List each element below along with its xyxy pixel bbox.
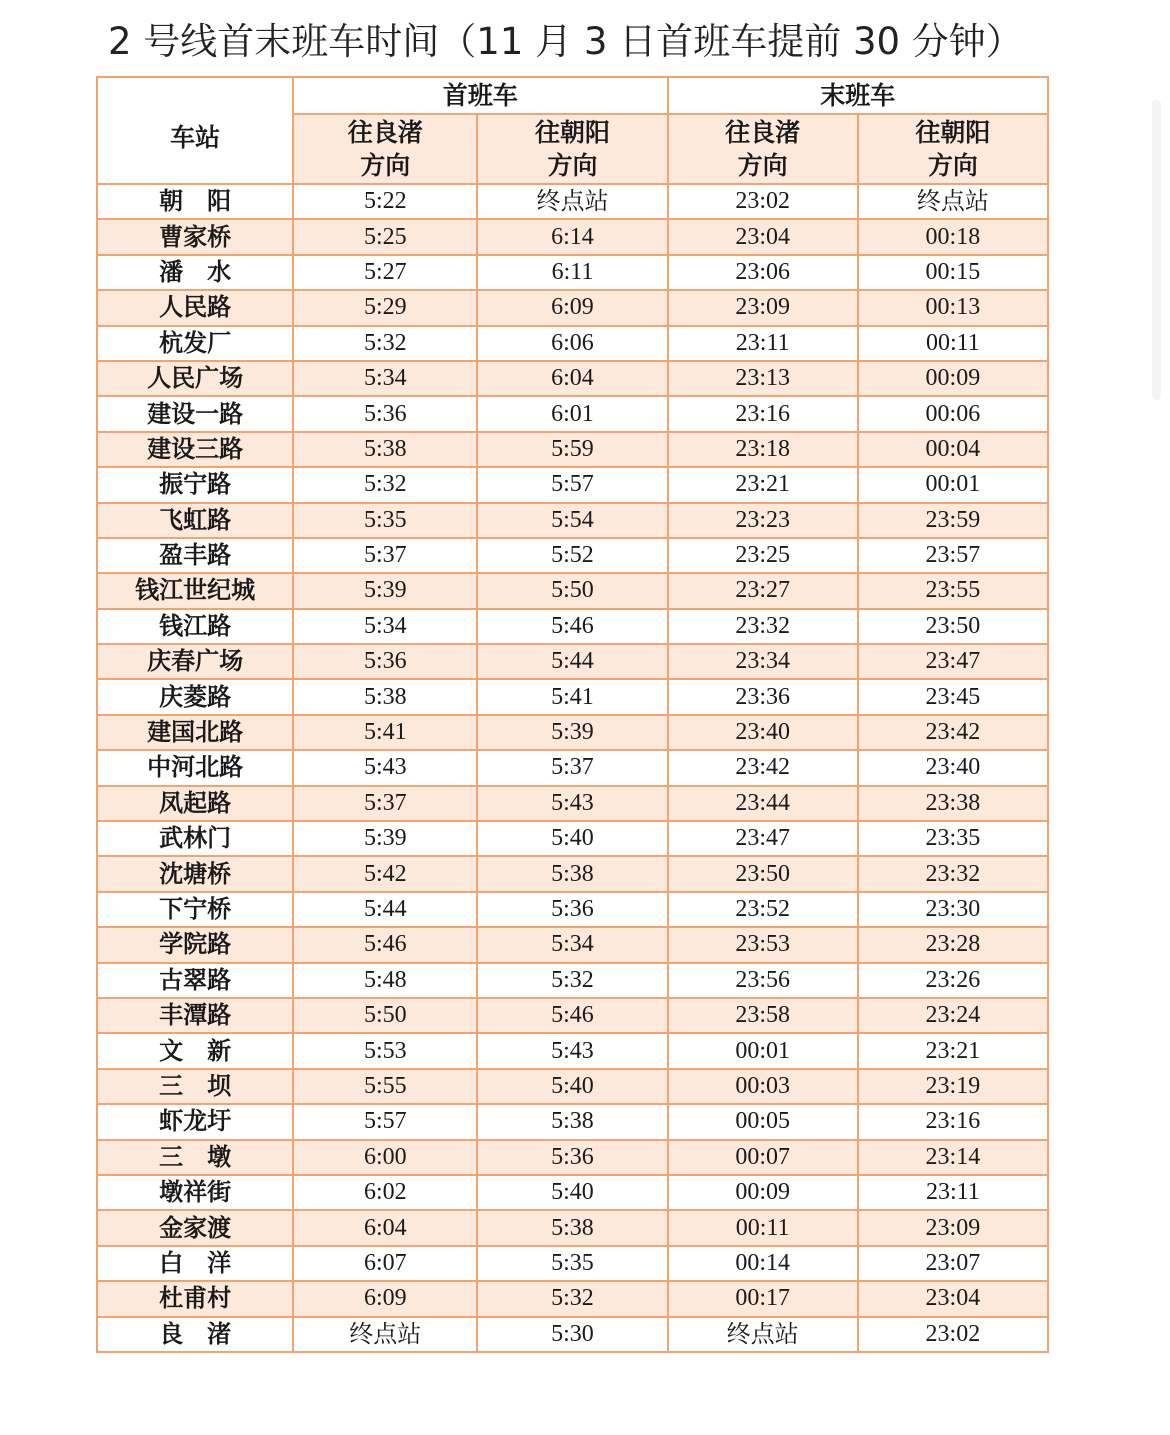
table-row bbox=[97, 927, 1048, 962]
first-train-liangzhu-time: 5:41 bbox=[293, 715, 477, 750]
first-train-liangzhu-time: 5:34 bbox=[293, 609, 477, 644]
last-train-header: 末班车 bbox=[668, 77, 1048, 114]
last-train-liangzhu-time: 23:32 bbox=[668, 609, 858, 644]
last-train-chaoyang-time: 00:01 bbox=[858, 467, 1048, 502]
table-row bbox=[97, 963, 1048, 998]
last-train-liangzhu-time: 23:52 bbox=[668, 892, 858, 927]
last-train-liangzhu-time: 23:53 bbox=[668, 927, 858, 962]
last-train-liangzhu-time: 00:03 bbox=[668, 1069, 858, 1104]
station-name-cell: 武林门 bbox=[97, 821, 293, 856]
table-row bbox=[97, 786, 1048, 821]
table-row bbox=[97, 1104, 1048, 1139]
station-name-cell: 振宁路 bbox=[97, 467, 293, 502]
last-train-chaoyang-time: 23:02 bbox=[858, 1317, 1048, 1352]
last-train-liangzhu-time: 23:06 bbox=[668, 255, 858, 290]
station-name-cell: 飞虹路 bbox=[97, 503, 293, 538]
last-train-liangzhu-time: 23:21 bbox=[668, 467, 858, 502]
station-name-cell: 虾龙圩 bbox=[97, 1104, 293, 1139]
last-train-liangzhu-time: 23:50 bbox=[668, 856, 858, 891]
table-row bbox=[97, 361, 1048, 396]
last-train-chaoyang-time: 23:42 bbox=[858, 715, 1048, 750]
station-name-cell: 沈塘桥 bbox=[97, 856, 293, 891]
last-train-liangzhu-time: 23:16 bbox=[668, 396, 858, 431]
first-train-chaoyang-time: 5:38 bbox=[477, 1210, 667, 1245]
last-train-chaoyang-time: 23:19 bbox=[858, 1069, 1048, 1104]
last-train-liangzhu-time: 00:05 bbox=[668, 1104, 858, 1139]
first-train-liangzhu-time: 5:46 bbox=[293, 927, 477, 962]
table-row bbox=[97, 1246, 1048, 1281]
last-train-liangzhu-time: 23:44 bbox=[668, 786, 858, 821]
last-train-liangzhu-time: 23:40 bbox=[668, 715, 858, 750]
last-train-chaoyang-time: 23:21 bbox=[858, 1033, 1048, 1068]
last-train-chaoyang-time: 23:32 bbox=[858, 856, 1048, 891]
last-train-chaoyang-time: 23:11 bbox=[858, 1175, 1048, 1210]
station-name-cell: 曹家桥 bbox=[97, 219, 293, 254]
table-row bbox=[97, 1281, 1048, 1316]
first-train-liangzhu-time: 5:53 bbox=[293, 1033, 477, 1068]
first-train-liangzhu-time: 5:36 bbox=[293, 396, 477, 431]
first-train-chaoyang-time: 6:01 bbox=[477, 396, 667, 431]
first-train-chaoyang-time: 5:46 bbox=[477, 609, 667, 644]
last-train-chaoyang-time: 23:30 bbox=[858, 892, 1048, 927]
station-name-cell: 人民路 bbox=[97, 290, 293, 325]
last-train-liangzhu-time: 23:42 bbox=[668, 750, 858, 785]
table-row bbox=[97, 326, 1048, 361]
first-train-liangzhu-time: 终点站 bbox=[293, 1317, 477, 1352]
station-name-cell: 三 坝 bbox=[97, 1069, 293, 1104]
last-train-chaoyang-time: 23:50 bbox=[858, 609, 1048, 644]
first-train-chaoyang-time: 5:43 bbox=[477, 1033, 667, 1068]
first-train-chaoyang-time: 5:36 bbox=[477, 892, 667, 927]
last-train-chaoyang-time: 00:09 bbox=[858, 361, 1048, 396]
last-train-chaoyang-time: 23:14 bbox=[858, 1140, 1048, 1175]
last-train-chaoyang-time: 23:38 bbox=[858, 786, 1048, 821]
table-row bbox=[97, 856, 1048, 891]
table-row bbox=[97, 715, 1048, 750]
table-row bbox=[97, 644, 1048, 679]
table-row bbox=[97, 538, 1048, 573]
table-row bbox=[97, 1033, 1048, 1068]
table-row bbox=[97, 290, 1048, 325]
last-train-liangzhu-time: 23:25 bbox=[668, 538, 858, 573]
first-train-liangzhu-time: 6:09 bbox=[293, 1281, 477, 1316]
first-train-chaoyang-time: 5:40 bbox=[477, 1175, 667, 1210]
last-train-liangzhu-time: 23:56 bbox=[668, 963, 858, 998]
first-train-liangzhu-time: 5:57 bbox=[293, 1104, 477, 1139]
last-train-chaoyang-time: 23:59 bbox=[858, 503, 1048, 538]
table-row bbox=[97, 1210, 1048, 1245]
last-train-chaoyang-time: 23:40 bbox=[858, 750, 1048, 785]
first-train-chaoyang-time: 5:35 bbox=[477, 1246, 667, 1281]
first-train-liangzhu-time: 5:39 bbox=[293, 821, 477, 856]
table-row bbox=[97, 750, 1048, 785]
table-row bbox=[97, 892, 1048, 927]
station-name-cell: 钱江路 bbox=[97, 609, 293, 644]
last-train-liangzhu-time: 00:09 bbox=[668, 1175, 858, 1210]
first-train-liangzhu-time: 5:37 bbox=[293, 786, 477, 821]
last-train-liangzhu-time: 23:34 bbox=[668, 644, 858, 679]
first-train-liangzhu-time: 5:39 bbox=[293, 573, 477, 608]
first-train-chaoyang-time: 5:59 bbox=[477, 432, 667, 467]
table-row bbox=[97, 503, 1048, 538]
last-train-chaoyang-time: 00:04 bbox=[858, 432, 1048, 467]
first-train-chaoyang-time: 5:32 bbox=[477, 963, 667, 998]
last-train-to-chaoyang-header: 往朝阳 方向 bbox=[858, 114, 1048, 184]
first-train-liangzhu-time: 5:27 bbox=[293, 255, 477, 290]
station-name-cell: 凤起路 bbox=[97, 786, 293, 821]
first-train-liangzhu-time: 5:36 bbox=[293, 644, 477, 679]
first-train-chaoyang-time: 5:54 bbox=[477, 503, 667, 538]
first-train-liangzhu-time: 5:37 bbox=[293, 538, 477, 573]
station-name-cell: 朝 阳 bbox=[97, 184, 293, 219]
first-train-liangzhu-time: 5:35 bbox=[293, 503, 477, 538]
last-train-chaoyang-time: 23:04 bbox=[858, 1281, 1048, 1316]
table-row bbox=[97, 1069, 1048, 1104]
first-train-liangzhu-time: 6:07 bbox=[293, 1246, 477, 1281]
station-name-cell: 庆菱路 bbox=[97, 679, 293, 714]
station-name-cell: 文 新 bbox=[97, 1033, 293, 1068]
last-train-liangzhu-time: 23:04 bbox=[668, 219, 858, 254]
station-name-cell: 人民广场 bbox=[97, 361, 293, 396]
last-train-chaoyang-time: 23:57 bbox=[858, 538, 1048, 573]
last-train-chaoyang-time: 23:16 bbox=[858, 1104, 1048, 1139]
first-train-liangzhu-time: 5:22 bbox=[293, 184, 477, 219]
station-name-cell: 古翠路 bbox=[97, 963, 293, 998]
first-train-liangzhu-time: 6:02 bbox=[293, 1175, 477, 1210]
station-name-cell: 金家渡 bbox=[97, 1210, 293, 1245]
first-train-chaoyang-time: 6:11 bbox=[477, 255, 667, 290]
last-train-liangzhu-time: 00:01 bbox=[668, 1033, 858, 1068]
table-row bbox=[97, 573, 1048, 608]
table-row bbox=[97, 1140, 1048, 1175]
station-name-cell: 三 墩 bbox=[97, 1140, 293, 1175]
first-train-chaoyang-time: 5:40 bbox=[477, 1069, 667, 1104]
table-row bbox=[97, 821, 1048, 856]
last-train-liangzhu-time: 23:58 bbox=[668, 998, 858, 1033]
first-train-liangzhu-time: 5:29 bbox=[293, 290, 477, 325]
station-name-cell: 庆春广场 bbox=[97, 644, 293, 679]
first-train-liangzhu-time: 5:38 bbox=[293, 679, 477, 714]
last-train-chaoyang-time: 00:11 bbox=[858, 326, 1048, 361]
last-train-liangzhu-time: 23:27 bbox=[668, 573, 858, 608]
last-train-chaoyang-time: 00:13 bbox=[858, 290, 1048, 325]
last-train-chaoyang-time: 23:55 bbox=[858, 573, 1048, 608]
last-train-liangzhu-time: 23:23 bbox=[668, 503, 858, 538]
last-train-liangzhu-time: 23:02 bbox=[668, 184, 858, 219]
first-train-liangzhu-time: 6:04 bbox=[293, 1210, 477, 1245]
first-train-chaoyang-time: 5:40 bbox=[477, 821, 667, 856]
first-train-chaoyang-time: 6:04 bbox=[477, 361, 667, 396]
station-name-cell: 盈丰路 bbox=[97, 538, 293, 573]
last-train-chaoyang-time: 00:15 bbox=[858, 255, 1048, 290]
last-train-liangzhu-time: 23:13 bbox=[668, 361, 858, 396]
last-train-chaoyang-time: 00:18 bbox=[858, 219, 1048, 254]
first-train-chaoyang-time: 5:36 bbox=[477, 1140, 667, 1175]
first-train-liangzhu-time: 5:32 bbox=[293, 326, 477, 361]
first-train-liangzhu-time: 5:25 bbox=[293, 219, 477, 254]
first-train-chaoyang-time: 终点站 bbox=[477, 184, 667, 219]
last-train-chaoyang-time: 23:28 bbox=[858, 927, 1048, 962]
first-train-liangzhu-time: 6:00 bbox=[293, 1140, 477, 1175]
last-train-liangzhu-time: 终点站 bbox=[668, 1317, 858, 1352]
last-train-liangzhu-time: 00:14 bbox=[668, 1246, 858, 1281]
last-train-liangzhu-time: 23:09 bbox=[668, 290, 858, 325]
station-name-cell: 钱江世纪城 bbox=[97, 573, 293, 608]
table-row bbox=[97, 1175, 1048, 1210]
last-train-chaoyang-time: 终点站 bbox=[858, 184, 1048, 219]
station-name-cell: 下宁桥 bbox=[97, 892, 293, 927]
schedule-body bbox=[97, 184, 1048, 1352]
first-train-chaoyang-time: 5:50 bbox=[477, 573, 667, 608]
station-name-cell: 杜甫村 bbox=[97, 1281, 293, 1316]
last-train-chaoyang-time: 23:47 bbox=[858, 644, 1048, 679]
first-train-chaoyang-time: 5:57 bbox=[477, 467, 667, 502]
first-train-chaoyang-time: 6:09 bbox=[477, 290, 667, 325]
last-train-chaoyang-time: 23:24 bbox=[858, 998, 1048, 1033]
table-row bbox=[97, 184, 1048, 219]
last-train-liangzhu-time: 00:11 bbox=[668, 1210, 858, 1245]
first-train-to-liangzhu-header: 往良渚 方向 bbox=[293, 114, 477, 184]
first-train-to-chaoyang-header: 往朝阳 方向 bbox=[477, 114, 667, 184]
station-column-header: 车站 bbox=[97, 77, 293, 184]
table-row bbox=[97, 219, 1048, 254]
first-train-chaoyang-time: 5:46 bbox=[477, 998, 667, 1033]
last-train-chaoyang-time: 23:26 bbox=[858, 963, 1048, 998]
first-train-liangzhu-time: 5:32 bbox=[293, 467, 477, 502]
table-row bbox=[97, 255, 1048, 290]
table-row bbox=[97, 467, 1048, 502]
first-train-liangzhu-time: 5:42 bbox=[293, 856, 477, 891]
first-train-header: 首班车 bbox=[293, 77, 667, 114]
station-name-cell: 中河北路 bbox=[97, 750, 293, 785]
station-name-cell: 良 渚 bbox=[97, 1317, 293, 1352]
schedule-table bbox=[96, 76, 1049, 1353]
first-train-chaoyang-time: 5:38 bbox=[477, 1104, 667, 1139]
first-train-liangzhu-time: 5:44 bbox=[293, 892, 477, 927]
last-train-liangzhu-time: 23:11 bbox=[668, 326, 858, 361]
last-train-liangzhu-time: 23:36 bbox=[668, 679, 858, 714]
first-train-chaoyang-time: 6:14 bbox=[477, 219, 667, 254]
table-row bbox=[97, 609, 1048, 644]
station-name-cell: 杭发厂 bbox=[97, 326, 293, 361]
scroll-indicator bbox=[1152, 100, 1161, 400]
first-train-liangzhu-time: 5:43 bbox=[293, 750, 477, 785]
last-train-chaoyang-time: 23:35 bbox=[858, 821, 1048, 856]
last-train-liangzhu-time: 23:47 bbox=[668, 821, 858, 856]
first-train-chaoyang-time: 5:41 bbox=[477, 679, 667, 714]
last-train-liangzhu-time: 00:17 bbox=[668, 1281, 858, 1316]
first-train-chaoyang-time: 5:38 bbox=[477, 856, 667, 891]
first-train-chaoyang-time: 6:06 bbox=[477, 326, 667, 361]
first-train-chaoyang-time: 5:34 bbox=[477, 927, 667, 962]
first-train-liangzhu-time: 5:38 bbox=[293, 432, 477, 467]
first-train-liangzhu-time: 5:34 bbox=[293, 361, 477, 396]
last-train-liangzhu-time: 00:07 bbox=[668, 1140, 858, 1175]
first-train-chaoyang-time: 5:37 bbox=[477, 750, 667, 785]
first-train-liangzhu-time: 5:48 bbox=[293, 963, 477, 998]
last-train-chaoyang-time: 00:06 bbox=[858, 396, 1048, 431]
last-train-to-liangzhu-header: 往良渚 方向 bbox=[668, 114, 858, 184]
station-name-cell: 白 洋 bbox=[97, 1246, 293, 1281]
last-train-chaoyang-time: 23:07 bbox=[858, 1246, 1048, 1281]
station-name-cell: 丰潭路 bbox=[97, 998, 293, 1033]
last-train-liangzhu-time: 23:18 bbox=[668, 432, 858, 467]
station-name-cell: 建国北路 bbox=[97, 715, 293, 750]
table-row bbox=[97, 679, 1048, 714]
station-name-cell: 墩祥街 bbox=[97, 1175, 293, 1210]
station-name-cell: 学院路 bbox=[97, 927, 293, 962]
station-name-cell: 建设三路 bbox=[97, 432, 293, 467]
table-row bbox=[97, 396, 1048, 431]
station-name-cell: 潘 水 bbox=[97, 255, 293, 290]
page-title: 2 号线首末班车时间（11 月 3 日首班车提前 30 分钟） bbox=[108, 20, 1023, 63]
table-row bbox=[97, 1317, 1048, 1352]
last-train-chaoyang-time: 23:09 bbox=[858, 1210, 1048, 1245]
table-row bbox=[97, 998, 1048, 1033]
first-train-chaoyang-time: 5:52 bbox=[477, 538, 667, 573]
station-name-cell: 建设一路 bbox=[97, 396, 293, 431]
table-row bbox=[97, 432, 1048, 467]
first-train-chaoyang-time: 5:39 bbox=[477, 715, 667, 750]
first-train-liangzhu-time: 5:55 bbox=[293, 1069, 477, 1104]
first-train-chaoyang-time: 5:44 bbox=[477, 644, 667, 679]
first-train-chaoyang-time: 5:30 bbox=[477, 1317, 667, 1352]
first-train-liangzhu-time: 5:50 bbox=[293, 998, 477, 1033]
last-train-chaoyang-time: 23:45 bbox=[858, 679, 1048, 714]
first-train-chaoyang-time: 5:32 bbox=[477, 1281, 667, 1316]
first-train-chaoyang-time: 5:43 bbox=[477, 786, 667, 821]
